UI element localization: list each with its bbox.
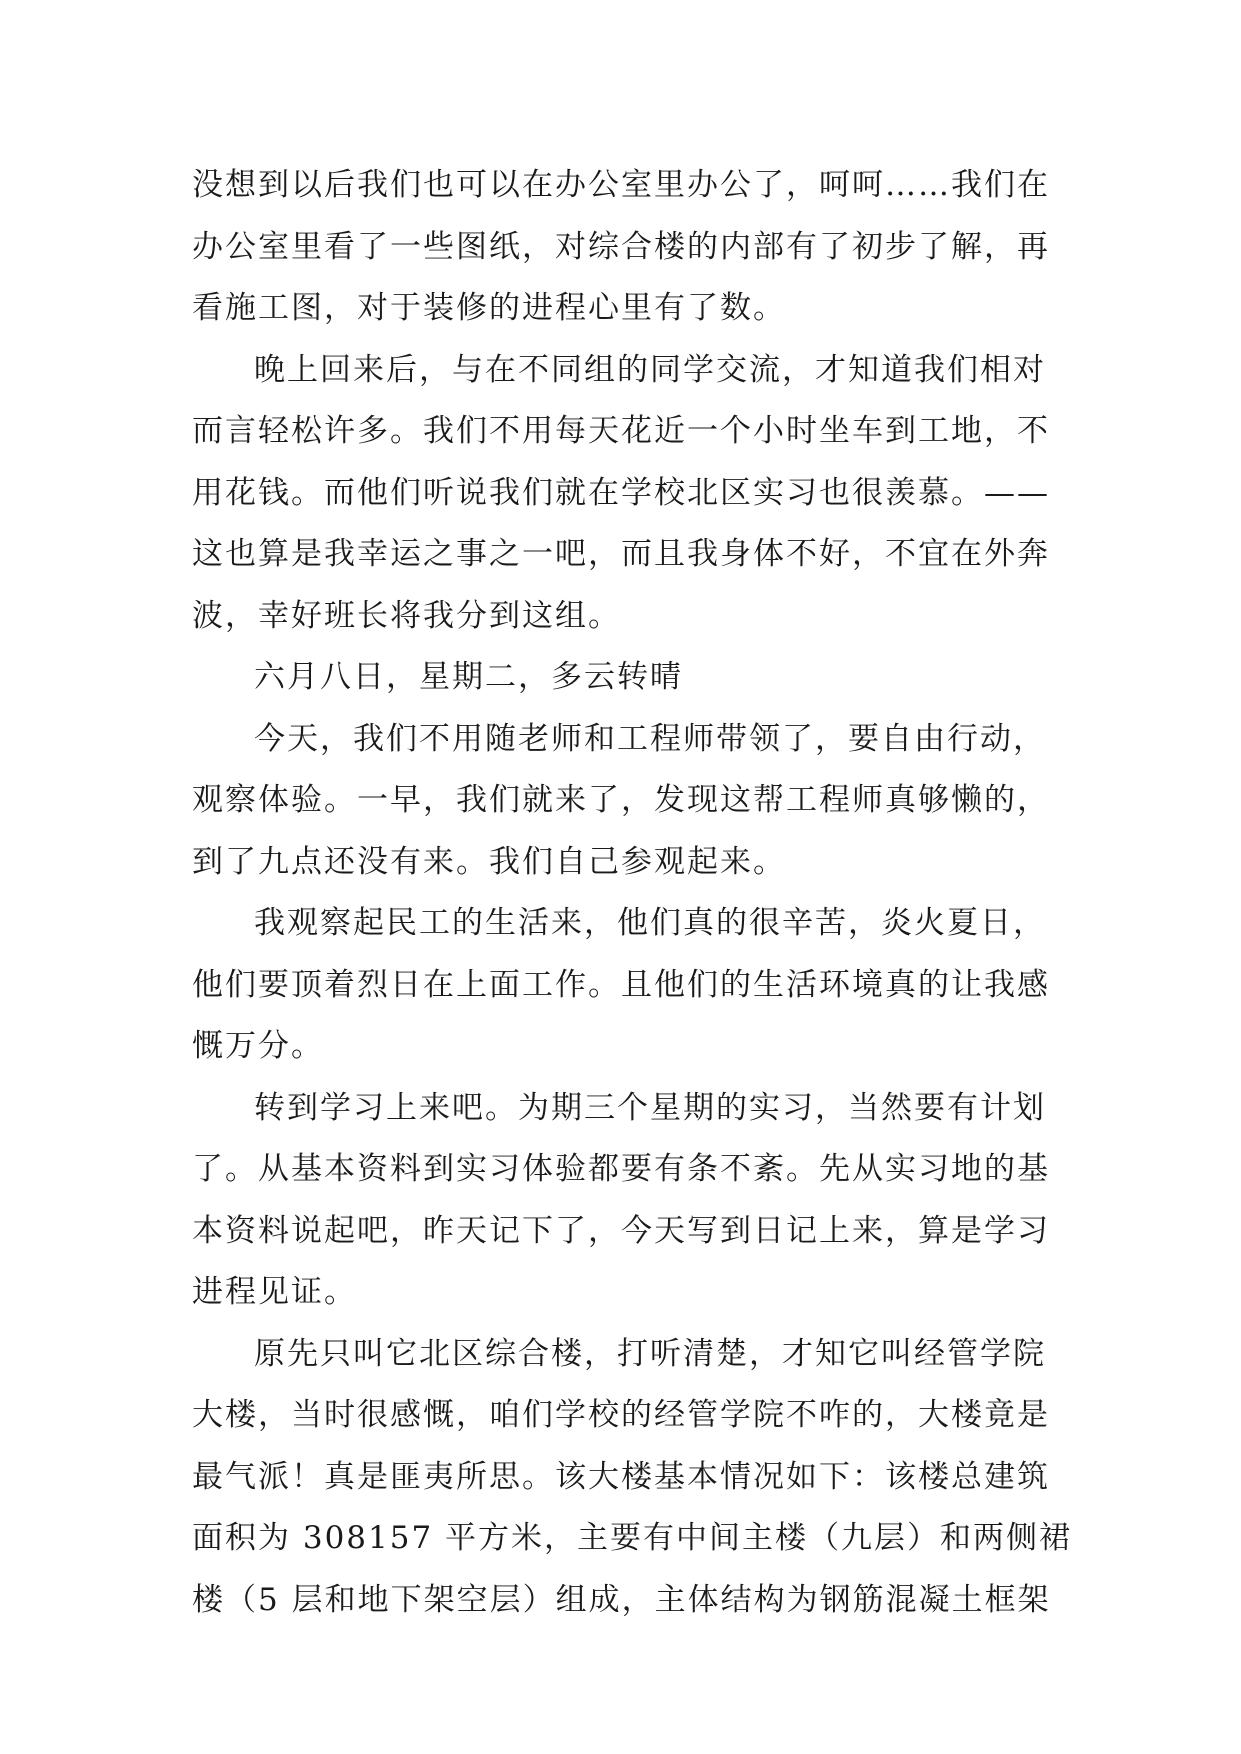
paragraph-first-line: 转到学习上来吧。为期三个星期的实习，当然要有计划 xyxy=(254,1089,1046,1126)
text-line: 没想到以后我们也可以在办公室里办公了，呵呵……我们在 xyxy=(192,167,1050,203)
text-line: 波，幸好班长将我分到这组。 xyxy=(192,597,621,634)
paragraph-first-line: 六月八日，星期二，多云转晴 xyxy=(254,659,683,695)
text-line: 而言轻松许多。我们不用每天花近一个小时坐车到工地，不 xyxy=(192,413,1050,449)
text-line: 面积为 308157 平方米，主要有中间主楼（九层）和两侧裙 xyxy=(192,1520,1073,1556)
paragraph-first-line: 原先只叫它北区综合楼，打听清楚，才知它叫经管学院 xyxy=(254,1335,1046,1372)
text-line: 他们要顶着烈日在上面工作。且他们的生活环境真的让我感 xyxy=(192,966,1050,1003)
text-line: 进程见证。 xyxy=(192,1274,357,1310)
text-line: 看施工图，对于装修的进程心里有了数。 xyxy=(192,290,786,326)
text-line: 慨万分。 xyxy=(192,1028,324,1064)
text-line: 大楼，当时很感慨，咱们学校的经管学院不咋的，大楼竟是 xyxy=(192,1397,1050,1433)
text-line: 用花钱。而他们听说我们就在学校北区实习也很羡慕。—— xyxy=(192,474,1050,511)
text-line: 这也算是我幸运之事之一吧，而且我身体不好，不宜在外奔 xyxy=(192,536,1050,572)
text-line: 办公室里看了一些图纸，对综合楼的内部有了初步了解，再 xyxy=(192,228,1050,265)
text-line: 观察体验。一早，我们就来了，发现这帮工程师真够懒的， xyxy=(192,782,1050,818)
text-line: 本资料说起吧，昨天记下了，今天写到日记上来，算是学习 xyxy=(192,1212,1050,1249)
paragraph-first-line: 晚上回来后，与在不同组的同学交流，才知道我们相对 xyxy=(254,351,1046,388)
paragraph-first-line: 我观察起民工的生活来，他们真的很辛苦，炎火夏日， xyxy=(254,905,1046,941)
paragraph-first-line: 今天，我们不用随老师和工程师带领了，要自由行动， xyxy=(254,720,1046,757)
text-line: 最气派！真是匪夷所思。该大楼基本情况如下：该楼总建筑 xyxy=(192,1458,1050,1495)
text-line: 到了九点还没有来。我们自己参观起来。 xyxy=(192,843,786,880)
document-body xyxy=(192,155,1073,1631)
text-line: 楼（5 层和地下架空层）组成，主体结构为钢筋混凝土框架 xyxy=(192,1581,1051,1618)
text-line: 了。从基本资料到实习体验都要有条不紊。先从实习地的基 xyxy=(192,1151,1050,1187)
